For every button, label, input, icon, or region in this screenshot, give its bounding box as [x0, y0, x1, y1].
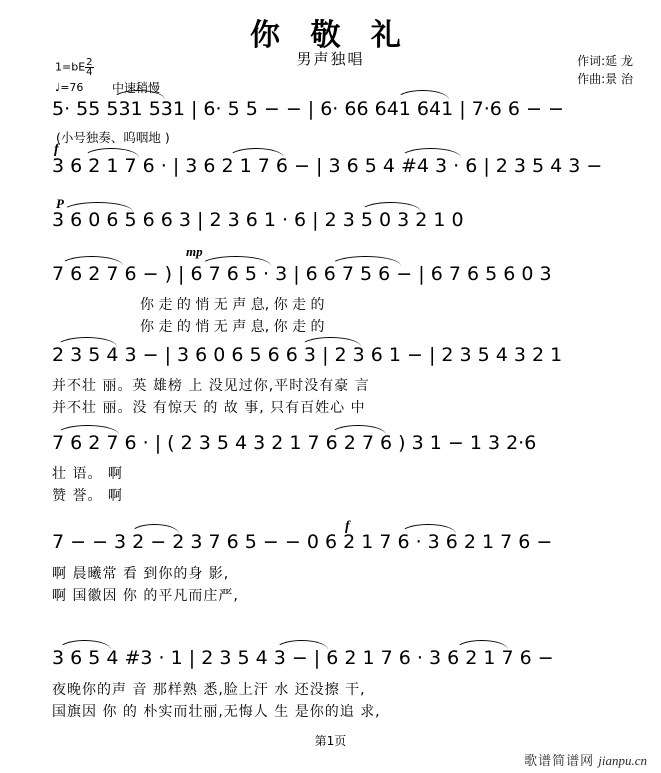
time-signature — [85, 58, 93, 77]
slur-arc — [62, 202, 133, 212]
slur-arc — [200, 256, 271, 266]
staff-line-7-notes: 7 − − 3 2 − 2 3 7 6 5 − − 0 6 2 1 7 6 · 3 6 2 1 7 6 − — [52, 531, 553, 553]
staff-line-5-notes: 2 3 5 4 3 − | 3 6 0 6 5 6 6 3 | 2 3 6 1 − | 2 3 5 4 3 2 1 — [52, 344, 563, 366]
slur-arc — [275, 640, 328, 650]
staff-line-6-lyric-2: 赞 誉。 啊 — [52, 488, 123, 504]
page-subtitle: 男声独唱 — [296, 50, 365, 68]
slur-arc — [56, 337, 117, 347]
staff-line-3-notes: 3 6 0 6 5 6 6 3 | 2 3 6 1 · 6 | 2 3 5 0 3 2 1 0 — [52, 209, 464, 231]
lyricist-credit: 作词:延 龙 — [577, 54, 633, 68]
watermark-cn: 歌谱简谱网 — [524, 754, 595, 769]
dynamic-f-2: f — [345, 519, 350, 534]
staff-line-7-lyric-2: 啊 国徽因 你 的平凡而庄严, — [52, 588, 239, 604]
staff-line-6-lyric-1: 壮 语。 啊 — [52, 466, 123, 482]
credits-block — [577, 52, 633, 88]
dynamic-mp-1: mp — [186, 244, 203, 259]
slur-arc — [330, 256, 401, 266]
key-signature-block — [55, 58, 94, 94]
staff-line-2-notes: 3 6 2 1 7 6 · | 3 6 2 1 7 6 − | 3 6 5 4 #4 3 · 6 | 2 3 5 4 3 − — [52, 155, 603, 177]
time-denominator: 4 — [86, 67, 93, 78]
performance-note-1: (小号独奏、呜咽地 ) — [56, 130, 170, 145]
dynamic-p-1: P — [56, 196, 64, 211]
page-title: 你 敬 礼 — [250, 18, 411, 53]
key-label: 1= — [55, 60, 72, 74]
time-numerator: 2 — [86, 57, 93, 68]
staff-line-6-notes: 7 6 2 7 6 · | ( 2 3 5 4 3 2 1 7 6 2 7 6 ) 3 1 − 1 3 2·6 — [52, 432, 537, 454]
watermark-en: jianpu.cn — [598, 753, 647, 768]
staff-line-5-lyric-2: 并不壮 丽。没 有惊天 的 故 事, 只有百姓心 中 — [52, 400, 366, 416]
staff-line-1-notes: 5· 55 531 531 | 6· 5 5 − − | 6· 66 641 641 | 7·6 6 − − — [52, 98, 564, 120]
key-line — [55, 58, 94, 77]
watermark — [524, 750, 647, 769]
dynamic-f-1: f — [54, 142, 59, 157]
slur-arc — [455, 640, 508, 650]
tempo-mark: ♩=76 — [55, 81, 84, 94]
slur-arc — [300, 337, 361, 347]
slur-arc — [83, 148, 139, 158]
slur-arc — [56, 425, 119, 435]
composer-credit: 作曲:景 治 — [577, 72, 633, 86]
staff-line-4-lyric-2: 你 走 的 悄 无 声 息, 你 走 的 — [140, 319, 325, 335]
slur-arc — [130, 524, 179, 534]
slur-arc — [60, 256, 123, 266]
staff-line-4-lyric-1: 你 走 的 悄 无 声 息, 你 走 的 — [140, 297, 325, 313]
slur-arc — [360, 202, 421, 212]
staff-line-7-lyric-1: 啊 晨曦常 看 到你的身 影, — [52, 566, 230, 582]
slur-arc — [228, 148, 284, 158]
slur-arc — [330, 425, 386, 435]
slur-arc — [400, 148, 461, 158]
slur-arc — [58, 640, 111, 650]
staff-line-8-lyric-2: 国旗因 你 的 朴实而壮丽,无悔人 生 是你的追 求, — [52, 704, 381, 720]
tempo-text: 中速稍慢 — [112, 81, 161, 95]
key-note: bE — [71, 60, 86, 74]
staff-line-8-notes: 3 6 5 4 #3 · 1 | 2 3 5 4 3 − | 6 2 1 7 6 · 3 6 2 1 7 6 − — [52, 647, 554, 669]
staff-line-8-lyric-1: 夜晚你的声 音 那样熟 悉,脸上汗 水 还没擦 干, — [52, 682, 366, 698]
staff-line-4-notes: 7 6 2 7 6 − ) | 6 7 6 5 · 3 | 6 6 7 5 6 − | 6 7 6 5 6 0 3 — [52, 263, 552, 285]
slur-arc — [396, 90, 449, 100]
page-number: 第1页 — [314, 734, 347, 748]
staff-line-5-lyric-1: 并不壮 丽。英 雄榜 上 没见过你,平时没有豪 言 — [52, 378, 370, 394]
slur-arc — [400, 524, 456, 534]
